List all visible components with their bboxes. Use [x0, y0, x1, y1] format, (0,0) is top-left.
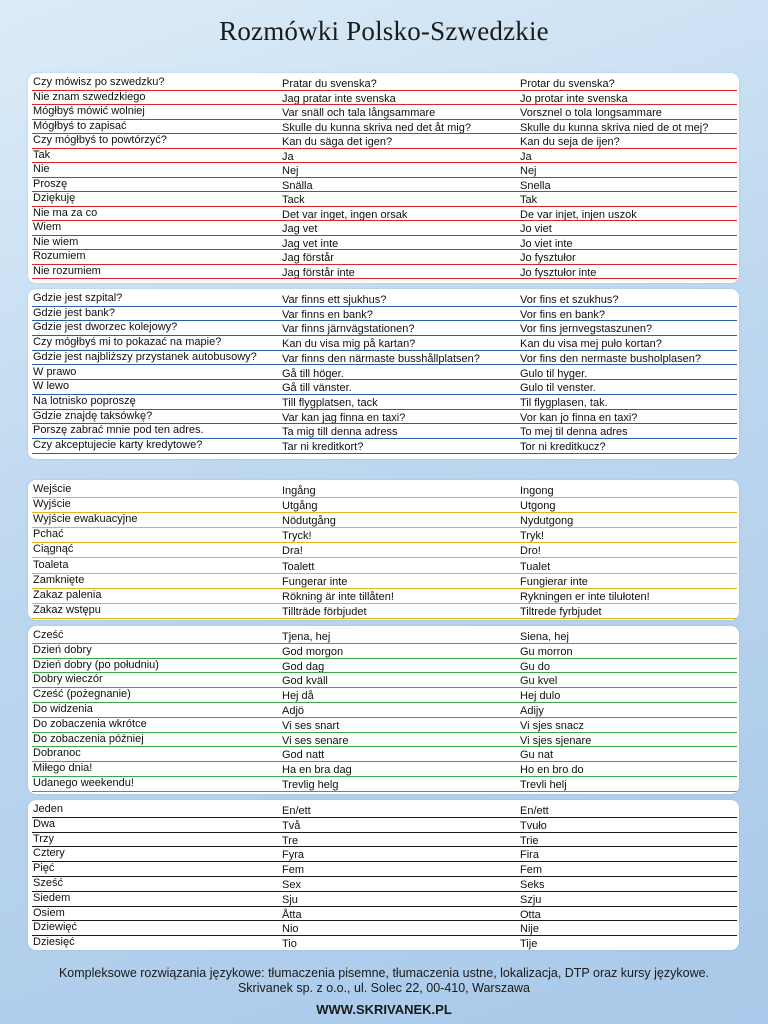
polish-phrase: Dzień dobry — [33, 643, 92, 656]
swedish-phrase: Snälla — [282, 179, 313, 192]
pronunciation: Snella — [520, 179, 551, 192]
phrase-row — [28, 892, 739, 907]
pronunciation: Jo viet — [520, 223, 552, 235]
pronunciation: Vor fins en bank? — [520, 308, 606, 321]
pronunciation: Vi sjes sjenare — [520, 734, 592, 747]
pronunciation: Tryk! — [520, 530, 545, 543]
swedish-phrase: Tryck! — [282, 530, 312, 543]
swedish-phrase: Tjena, hej — [282, 631, 331, 643]
polish-phrase: Rozumiem — [33, 250, 86, 262]
polish-phrase: Nie ma za co — [33, 206, 98, 219]
phrase-row — [28, 236, 739, 251]
polish-phrase: Cześć (pożegnanie) — [33, 688, 131, 701]
polish-phrase: Nie — [33, 163, 50, 175]
phrase-row — [28, 528, 739, 543]
phrase-row — [28, 380, 739, 395]
phrase-row — [28, 105, 739, 120]
swedish-phrase: Fem — [282, 864, 304, 877]
pronunciation: To mej til denna adres — [520, 426, 628, 439]
swedish-phrase: Fungerar inte — [282, 575, 348, 588]
swedish-phrase: Åtta — [282, 908, 302, 921]
polish-phrase: Gdzie znajdę taksówkę? — [33, 409, 153, 422]
pronunciation: Nydutgong — [520, 515, 574, 528]
phrase-row — [28, 777, 739, 792]
polish-phrase: Dziewięć — [33, 921, 78, 934]
phrase-row — [28, 644, 739, 659]
swedish-phrase: Det var inget, ingen orsak — [282, 208, 408, 221]
phrase-row — [28, 688, 739, 703]
swedish-phrase: Vi ses senare — [282, 734, 349, 747]
phrase-row — [28, 803, 739, 818]
pronunciation: Szju — [520, 893, 542, 906]
phrase-row — [28, 424, 739, 439]
section-numbers — [28, 800, 739, 950]
section-greetings — [28, 626, 739, 794]
phrase-row — [28, 498, 739, 513]
polish-phrase: W prawo — [33, 365, 77, 378]
phrase-row — [28, 574, 739, 589]
pronunciation: Fungierar inte — [520, 575, 588, 588]
pronunciation: Kan du visa mej puło kortan? — [520, 338, 662, 351]
swedish-phrase: Gå till vänster. — [282, 382, 352, 395]
polish-phrase: Gdzie jest szpital? — [33, 292, 123, 304]
polish-phrase: Wyjście — [33, 498, 71, 511]
polish-phrase: Cześć — [33, 629, 64, 641]
polish-phrase: Proszę — [33, 177, 68, 190]
pronunciation: Vor fins et szukhus? — [520, 294, 619, 306]
polish-phrase: Porszę zabrać mnie pod ten adres. — [33, 424, 204, 437]
phrase-row — [28, 207, 739, 222]
row-divider — [32, 791, 737, 792]
pronunciation: Vor fins jernvegstaszunen? — [520, 323, 653, 336]
swedish-phrase: Tio — [282, 938, 297, 950]
swedish-phrase: Utgång — [282, 500, 318, 513]
phrase-row — [28, 307, 739, 322]
polish-phrase: Pchać — [33, 528, 64, 541]
phrase-row — [28, 163, 739, 178]
swedish-phrase: Skulle du kunna skriva ned det åt mig? — [282, 121, 471, 134]
polish-phrase: Wiem — [33, 221, 62, 233]
pronunciation: Skulle du kunna skriva nied de ot mej? — [520, 121, 709, 134]
polish-phrase: Udanego weekendu! — [33, 777, 134, 789]
phrase-row — [28, 543, 739, 558]
phrase-row — [28, 718, 739, 733]
polish-phrase: Zamknięte — [33, 573, 85, 586]
swedish-phrase: Gå till höger. — [282, 367, 344, 380]
swedish-phrase: Kan du visa mig på kartan? — [282, 338, 416, 351]
swedish-phrase: God kväll — [282, 675, 328, 688]
swedish-phrase: Dra! — [282, 545, 303, 558]
phrase-row — [28, 847, 739, 862]
swedish-phrase: Två — [282, 819, 301, 832]
swedish-phrase: Ha en bra dag — [282, 764, 352, 777]
swedish-phrase: Nödutgång — [282, 515, 336, 528]
phrase-row — [28, 265, 739, 280]
footer-description: Kompleksowe rozwiązania językowe: tłumaczenia pisemne, tłumaczenia ustne, lokalizacja, DTP oraz kursy językowe. — [58, 966, 710, 980]
pronunciation: Gu do — [520, 660, 550, 673]
swedish-phrase: Var finns den närmaste busshållplatsen? — [282, 352, 480, 365]
swedish-phrase: Jag förstår — [282, 252, 334, 264]
pronunciation: Trie — [520, 834, 539, 847]
phrase-row — [28, 833, 739, 848]
section-basic-phrases — [28, 73, 739, 283]
phrase-row — [28, 292, 739, 307]
swedish-phrase: Var kan jag finna en taxi? — [282, 411, 406, 424]
swedish-phrase: Ingång — [282, 485, 316, 497]
swedish-phrase: Nej — [282, 165, 299, 177]
pronunciation: Rykningen er inte tilułoten! — [520, 590, 650, 603]
pronunciation: Gu nat — [520, 749, 554, 762]
polish-phrase: Ciągnąć — [33, 543, 74, 556]
pronunciation: Jo fysztułor — [520, 252, 576, 264]
phrase-row — [28, 149, 739, 164]
swedish-phrase: Sju — [282, 893, 298, 906]
swedish-phrase: Nio — [282, 923, 299, 936]
phrase-row — [28, 221, 739, 236]
phrase-row — [28, 120, 739, 135]
polish-phrase: Nie znam szwedzkiego — [33, 90, 146, 103]
polish-phrase: Dzień dobry (po południu) — [33, 658, 159, 671]
swedish-phrase: Toalett — [282, 560, 315, 573]
pronunciation: En/ett — [520, 805, 549, 817]
polish-phrase: Osiem — [33, 906, 65, 919]
phrase-row — [28, 410, 739, 425]
phrase-row — [28, 76, 739, 91]
pronunciation: Utgong — [520, 500, 556, 513]
swedish-phrase: Sex — [282, 879, 301, 891]
pronunciation: Vorsznel o tola longsammare — [520, 107, 662, 119]
phrase-row — [28, 366, 739, 381]
phrase-row — [28, 336, 739, 351]
pronunciation: Tak — [520, 194, 538, 206]
polish-phrase: Czy mówisz po szwedzku? — [33, 76, 165, 88]
swedish-phrase: En/ett — [282, 805, 311, 817]
phrase-row — [28, 178, 739, 193]
pronunciation: Gulo til venster. — [520, 382, 596, 395]
pronunciation: Gulo til hyger. — [520, 367, 588, 380]
swedish-phrase: Kan du säga det igen? — [282, 136, 393, 148]
pronunciation: Tije — [520, 938, 538, 950]
swedish-phrase: Trevlig helg — [282, 779, 339, 791]
phrase-row — [28, 818, 739, 833]
polish-phrase: Tak — [33, 148, 51, 161]
polish-phrase: Zakaz palenia — [33, 588, 102, 601]
pronunciation: Jo protar inte svenska — [520, 92, 628, 105]
swedish-phrase: Var finns ett sjukhus? — [282, 294, 387, 306]
phrase-row — [28, 673, 739, 688]
polish-phrase: Dobranoc — [33, 747, 81, 760]
swedish-phrase: Pratar du svenska? — [282, 78, 377, 90]
polish-phrase: Mógłbyś to zapisać — [33, 119, 127, 132]
polish-phrase: Gdzie jest bank? — [33, 306, 115, 319]
pronunciation: Dro! — [520, 545, 541, 558]
polish-phrase: Czy mógłbyś to powtórzyć? — [33, 134, 167, 146]
polish-phrase: Wyjście ewakuacyjne — [33, 513, 138, 526]
phrase-row — [28, 250, 739, 265]
pronunciation: Kan du seja de ijen? — [520, 136, 620, 148]
pronunciation: Gu morron — [520, 645, 573, 658]
phrase-row — [28, 91, 739, 106]
pronunciation: Seks — [520, 879, 545, 891]
polish-phrase: Dziękuję — [33, 192, 76, 204]
pronunciation: Tualet — [520, 560, 551, 573]
phrase-row — [28, 589, 739, 604]
pronunciation: Ho en bro do — [520, 764, 584, 777]
swedish-phrase: Var finns en bank? — [282, 308, 373, 321]
phrase-row — [28, 921, 739, 936]
swedish-phrase: Vi ses snart — [282, 719, 340, 732]
phrase-row — [28, 604, 739, 619]
polish-phrase: Nie wiem — [33, 235, 79, 248]
phrase-row — [28, 321, 739, 336]
swedish-phrase: Hej då — [282, 690, 314, 703]
swedish-phrase: Jag förstår inte — [282, 266, 355, 279]
pronunciation: Siena, hej — [520, 631, 569, 643]
page-title: Rozmówki Polsko-Szwedzkie — [219, 16, 549, 46]
pronunciation: Hej dulo — [520, 690, 561, 703]
pronunciation: Til flygplasen, tak. — [520, 396, 608, 409]
polish-phrase: Dobry wieczór — [33, 673, 103, 686]
pronunciation: Tor ni kreditkucz? — [520, 441, 606, 453]
polish-phrase: Mógłbyś mówić wolniej — [33, 105, 145, 117]
polish-phrase: Czy akceptujecie karty kredytowe? — [33, 439, 203, 451]
polish-phrase: Dwa — [33, 817, 56, 830]
swedish-phrase: Tar ni kreditkort? — [282, 441, 364, 453]
polish-phrase: Trzy — [33, 832, 54, 845]
polish-phrase: Na lotnisko poproszę — [33, 394, 136, 407]
pronunciation: Trevli helj — [520, 779, 567, 791]
footer-address: Skrivanek sp. z o.o., ul. Solec 22, 00-410, Warszawa — [237, 981, 531, 995]
polish-phrase: Zakaz wstępu — [33, 603, 101, 616]
swedish-phrase: Var snäll och tala långsammare — [282, 107, 436, 119]
row-divider — [32, 453, 737, 454]
polish-phrase: Gdzie jest dworzec kolejowy? — [33, 321, 178, 334]
phrase-row — [28, 513, 739, 528]
phrase-row — [28, 629, 739, 644]
footer-website-link[interactable]: WWW.SKRIVANEK.PL — [316, 1002, 452, 1017]
pronunciation: Vi sjes snacz — [520, 719, 584, 732]
polish-phrase: Nie rozumiem — [33, 264, 101, 277]
polish-phrase: Do widzenia — [33, 703, 93, 715]
phrase-row — [28, 395, 739, 410]
swedish-phrase: Var finns järnvägstationen? — [282, 323, 415, 336]
pronunciation: Fem — [520, 864, 542, 877]
phrase-row — [28, 907, 739, 922]
pronunciation: Tiltrede fyrbjudet — [520, 605, 602, 618]
pronunciation: Adijy — [520, 705, 544, 717]
polish-phrase: Czy mógłbyś mi to pokazać na mapie? — [33, 336, 222, 349]
polish-phrase: Cztery — [33, 847, 65, 860]
phrase-row — [28, 192, 739, 207]
polish-phrase: Do zobaczenia wkrótce — [33, 717, 147, 730]
polish-phrase: Toaleta — [33, 558, 69, 571]
polish-phrase: Do zobaczenia później — [33, 732, 144, 745]
polish-phrase: Siedem — [33, 891, 71, 904]
phrase-row — [28, 439, 739, 454]
polish-phrase: Jeden — [33, 803, 63, 815]
phrase-row — [28, 559, 739, 574]
phrase-row — [28, 733, 739, 748]
swedish-phrase: Till flygplatsen, tack — [282, 396, 378, 409]
pronunciation: Jo viet inte — [520, 237, 573, 250]
polish-phrase: Sześć — [33, 877, 63, 889]
pronunciation: Ja — [520, 150, 532, 163]
swedish-phrase: Fyra — [282, 849, 304, 862]
pronunciation: Nije — [520, 923, 539, 936]
row-divider — [32, 618, 737, 619]
swedish-phrase: Tre — [282, 834, 299, 847]
phrase-row — [28, 134, 739, 149]
pronunciation: Ingong — [520, 485, 554, 497]
polish-phrase: Miłego dnia! — [33, 762, 93, 775]
phrase-row — [28, 862, 739, 877]
phrase-row — [28, 762, 739, 777]
pronunciation: Nej — [520, 165, 537, 177]
polish-phrase: Gdzie jest najbliższy przystanek autobusowy? — [33, 350, 257, 363]
swedish-phrase: Jag vet inte — [282, 237, 339, 250]
swedish-phrase: Jag vet — [282, 223, 318, 235]
phrase-row — [28, 877, 739, 892]
polish-phrase: Wejście — [33, 483, 72, 495]
pronunciation: Vor kan jo finna en taxi? — [520, 411, 638, 424]
phrase-row — [28, 747, 739, 762]
swedish-phrase: Rökning är inte tillåten! — [282, 590, 394, 603]
section-signs — [28, 480, 739, 620]
pronunciation: Fira — [520, 849, 539, 862]
polish-phrase: Dziesięć — [33, 936, 75, 949]
swedish-phrase: Jag pratar inte svenska — [282, 92, 396, 105]
pronunciation: Vor fins den nermaste busholplasen? — [520, 352, 702, 365]
section-directions — [28, 289, 739, 459]
swedish-phrase: God morgon — [282, 645, 344, 658]
polish-phrase: W lewo — [33, 380, 70, 393]
swedish-phrase: God natt — [282, 749, 325, 762]
swedish-phrase: Tillträde förbjudet — [282, 605, 367, 618]
swedish-phrase: Tack — [282, 194, 305, 206]
phrase-row — [28, 703, 739, 718]
pronunciation: Tvuło — [520, 819, 547, 832]
swedish-phrase: Ta mig till denna adress — [282, 426, 398, 439]
phrase-row — [28, 936, 739, 950]
phrase-row — [28, 659, 739, 674]
swedish-phrase: God dag — [282, 660, 325, 673]
pronunciation: Jo fysztułor inte — [520, 266, 597, 279]
swedish-phrase: Adjö — [282, 705, 305, 717]
pronunciation: Protar du svenska? — [520, 78, 615, 90]
row-divider — [32, 278, 737, 279]
swedish-phrase: Ja — [282, 150, 294, 163]
polish-phrase: Pięć — [33, 862, 55, 875]
pronunciation: Gu kvel — [520, 675, 558, 688]
phrase-row — [28, 351, 739, 366]
pronunciation: De var injet, injen uszok — [520, 208, 637, 221]
pronunciation: Otta — [520, 908, 541, 921]
phrase-row — [28, 483, 739, 498]
